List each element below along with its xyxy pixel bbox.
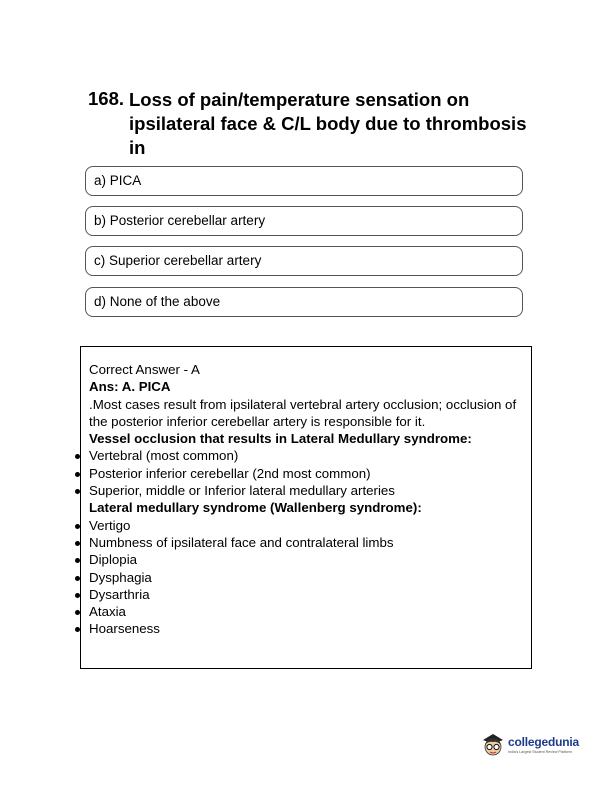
- list-item: Dysarthria: [89, 586, 531, 603]
- answer-box: [80, 346, 532, 669]
- symptom-list: [89, 517, 531, 638]
- question-text: Loss of pain/temperature sensation on ipsilateral face & C/L body due to thrombosis in: [129, 89, 527, 158]
- list-item: Ataxia: [89, 603, 531, 620]
- question-number: 168.: [88, 88, 125, 109]
- brand-logo: [480, 731, 580, 761]
- correct-answer-line: Correct Answer - A: [89, 362, 200, 377]
- list-item: Hoarseness: [89, 620, 531, 637]
- list-item: Posterior inferior cerebellar (2nd most common): [89, 465, 531, 482]
- answer-explanation: .Most cases result from ipsilateral vertebral artery occlusion; occlusion of the posterior inferior cerebellar artery is responsible for it.: [89, 396, 517, 429]
- syndrome-heading: Lateral medullary syndrome (Wallenberg syndrome):: [89, 500, 422, 516]
- vessel-list: [89, 447, 531, 499]
- option-c[interactable]: c) Superior cerebellar artery: [85, 246, 523, 276]
- answer-heading: Ans: A. PICA: [89, 379, 171, 395]
- list-item: Vertigo: [89, 517, 531, 534]
- brand-tagline: India's Largest Student Review Platform: [508, 750, 572, 754]
- mascot-icon: [480, 731, 506, 759]
- list-item: Vertebral (most common): [89, 447, 531, 464]
- list-item: Dysphagia: [89, 569, 531, 586]
- list-item: Superior, middle or Inferior lateral medullary arteries: [89, 482, 531, 499]
- brand-name: collegedunia: [508, 735, 579, 749]
- option-d[interactable]: d) None of the above: [85, 287, 523, 317]
- option-a[interactable]: a) PICA: [85, 166, 523, 196]
- list-item: Diplopia: [89, 551, 531, 568]
- list-item: Numbness of ipsilateral face and contralateral limbs: [89, 534, 531, 551]
- option-b[interactable]: b) Posterior cerebellar artery: [85, 206, 523, 236]
- vessel-heading: Vessel occlusion that results in Lateral Medullary syndrome:: [89, 431, 472, 447]
